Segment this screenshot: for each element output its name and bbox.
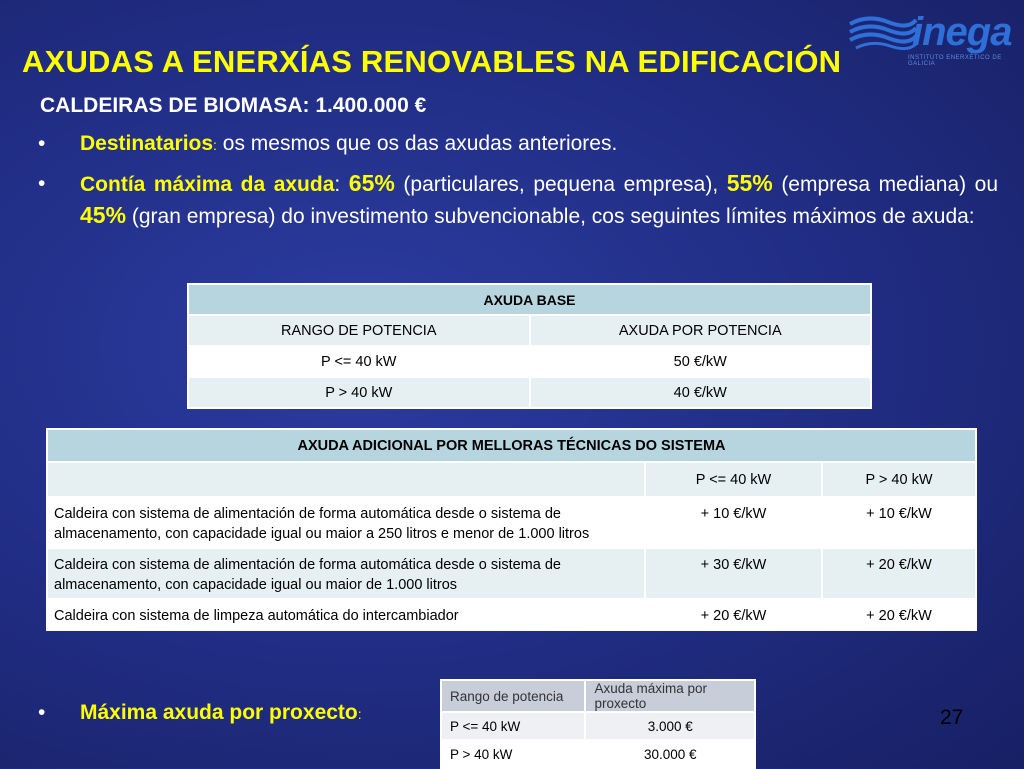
table-cell: + 20 €/kW [822, 599, 976, 630]
wave-logo-icon [848, 14, 918, 54]
axuda-adicional-table [46, 428, 977, 631]
table-title: AXUDA BASE [188, 284, 871, 315]
table-row [441, 712, 755, 740]
table-cell: P <= 40 kW [441, 712, 585, 740]
bullet-destinatarios [38, 128, 998, 161]
table-row [47, 599, 976, 630]
table-header: AXUDA POR POTENCIA [530, 315, 872, 346]
bullet-label: Contía máxima da axuda [80, 173, 335, 196]
table-cell: 50 €/kW [530, 346, 872, 377]
table-row [188, 377, 871, 408]
table-cell: 3.000 € [585, 712, 755, 740]
table-title: AXUDA ADICIONAL POR MELLORAS TÉCNICAS DO SISTEMA [47, 429, 976, 462]
table-header: Rango de potencia [441, 680, 585, 712]
table-cell: Caldeira con sistema de alimentación de forma automática desde o sistema de almacenamento, con capacidade igual ou maior de 1.000 litros [47, 548, 645, 599]
bullet-label: Máxima axuda por proxecto [80, 701, 358, 724]
table-cell: + 20 €/kW [822, 548, 976, 599]
section-subtitle: CALDEIRAS DE BIOMASA: 1.400.000 € [40, 94, 427, 117]
axuda-base-table [187, 283, 872, 409]
bullet-contia-maxima [38, 168, 998, 232]
table-header: RANGO DE POTENCIA [188, 315, 530, 346]
logo-text: inega [912, 10, 1012, 54]
bullet-text: (gran empresa) do investimento subvencionable, cos seguintes límites máximos de axuda: [126, 205, 975, 228]
table-cell: + 20 €/kW [645, 599, 822, 630]
bullet-dot: • [38, 172, 46, 195]
table-cell: + 10 €/kW [822, 497, 976, 548]
table-row [441, 740, 755, 768]
table-row [188, 346, 871, 377]
bullet-dot: • [38, 132, 46, 155]
maxima-axuda-table [440, 679, 756, 769]
table-cell: 40 €/kW [530, 377, 872, 408]
page-number: 27 [940, 706, 964, 729]
bullet-text: os mesmos que os das axudas anteriores. [216, 132, 618, 155]
table-cell: 30.000 € [585, 740, 755, 768]
bullet-colon: : [357, 706, 362, 722]
percentage-particulares: 65% [348, 170, 395, 196]
bullet-text: (particulares, pequena empresa), [394, 173, 727, 196]
percentage-mediana: 55% [726, 170, 773, 196]
bullet-dot: • [38, 701, 46, 724]
table-row [47, 497, 976, 548]
table-cell: Caldeira con sistema de alimentación de forma automática desde o sistema de almacenamento, con capacidade igual ou maior a 250 litros e menor de 1.000 litros [47, 497, 645, 548]
inega-logo [848, 10, 1013, 65]
table-row [47, 548, 976, 599]
table-cell: P <= 40 kW [188, 346, 530, 377]
table-header: Axuda máxima por proxecto [585, 680, 755, 712]
bullet-text: (empresa mediana) ou [772, 173, 999, 196]
bullet-maxima-axuda [38, 697, 438, 730]
table-cell: + 10 €/kW [645, 497, 822, 548]
bullet-colon: : [213, 137, 217, 153]
table-cell: P > 40 kW [188, 377, 530, 408]
bullet-text: : [334, 173, 349, 196]
table-header: P <= 40 kW [645, 462, 822, 497]
table-cell: + 30 €/kW [645, 548, 822, 599]
table-header [47, 462, 645, 497]
percentage-gran-empresa: 45% [80, 202, 127, 228]
bullet-label: Destinatarios [80, 132, 214, 155]
table-cell: P > 40 kW [441, 740, 585, 768]
logo-subtext: INSTITUTO ENERXÉTICO DE GALICIA [908, 55, 1002, 67]
table-cell: Caldeira con sistema de limpeza automática do intercambiador [47, 599, 645, 630]
table-header: P > 40 kW [822, 462, 976, 497]
slide-title: AXUDAS A ENERXÍAS RENOVABLES NA EDIFICACIÓN [22, 44, 842, 79]
